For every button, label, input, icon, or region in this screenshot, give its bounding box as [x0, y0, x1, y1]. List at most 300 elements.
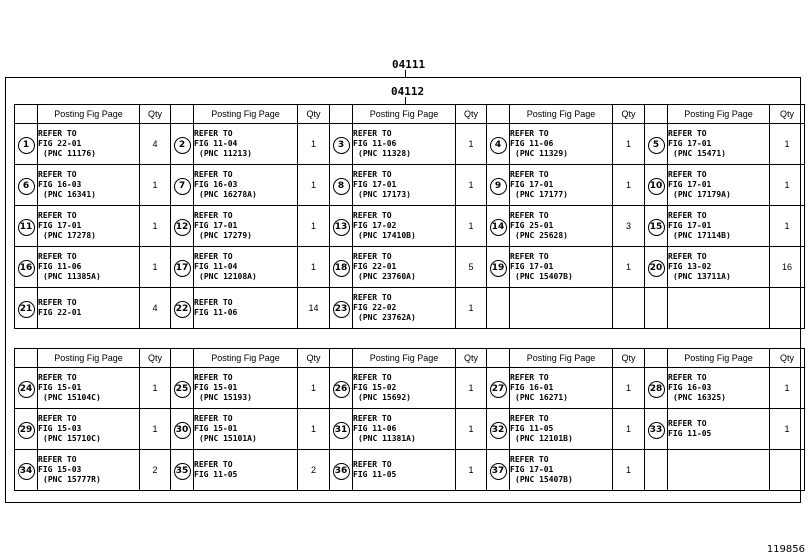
reference-cell [510, 247, 613, 288]
reference-line: FIG 11-06 [353, 424, 397, 433]
reference-cell [38, 206, 140, 247]
reference-line: FIG 11-05 [353, 470, 397, 479]
reference-cell [353, 409, 456, 450]
reference-line: (PNC 11176) [43, 149, 96, 158]
quantity-value: 1 [152, 383, 158, 393]
reference-cell [38, 165, 140, 206]
header-qty: Qty [298, 105, 330, 124]
reference-cell [353, 124, 456, 165]
top-callout-label: 04111 [392, 58, 426, 71]
item-number-badge: 12 [174, 219, 191, 236]
item-number-cell [645, 206, 668, 247]
reference-cell [353, 206, 456, 247]
reference-line: REFER TO [38, 373, 77, 382]
qty-cell [613, 409, 645, 450]
header-blank-cell [645, 349, 668, 368]
reference-cell [353, 288, 456, 329]
header-blank-cell [171, 105, 194, 124]
quantity-value: 1 [784, 180, 790, 190]
header-qty: Qty [456, 349, 487, 368]
reference-line: REFER TO [194, 211, 233, 220]
quantity-value: 1 [468, 139, 474, 149]
reference-line: (PNC 17179A) [673, 190, 731, 199]
item-number-badge: 11 [18, 219, 35, 236]
reference-line: (PNC 15104C) [43, 393, 101, 402]
reference-line: (PNC 17173) [358, 190, 411, 199]
reference-cell [668, 288, 770, 329]
quantity-value: 1 [152, 180, 158, 190]
item-number-badge: 26 [333, 381, 350, 398]
reference-line: FIG 15-03 [38, 424, 82, 433]
reference-line: (PNC 23760A) [358, 272, 416, 281]
reference-line: REFER TO [668, 211, 707, 220]
reference-cell [38, 450, 140, 491]
reference-line: (PNC 11213) [199, 149, 252, 158]
header-blank-cell [645, 105, 668, 124]
reference-line: FIG 17-01 [38, 221, 82, 230]
reference-line: REFER TO [510, 129, 549, 138]
item-number-badge: 31 [333, 422, 350, 439]
reference-line: (PNC 17279) [199, 231, 252, 240]
reference-line: REFER TO [668, 129, 707, 138]
reference-cell [510, 206, 613, 247]
item-number-cell [15, 247, 38, 288]
item-number-cell [487, 288, 510, 329]
quantity-value: 5 [468, 262, 474, 272]
reference-line: (PNC 15692) [358, 393, 411, 402]
header-blank-cell [330, 105, 353, 124]
qty-cell [770, 247, 805, 288]
reference-cell [668, 206, 770, 247]
quantity-value: 1 [468, 383, 474, 393]
qty-cell [140, 247, 171, 288]
reference-line: REFER TO [353, 129, 392, 138]
header-qty: Qty [613, 349, 645, 368]
qty-cell [770, 206, 805, 247]
reference-cell [194, 124, 298, 165]
reference-cell [38, 288, 140, 329]
header-posting-fig-page: Posting Fig Page [510, 105, 613, 124]
group-callout-leader [405, 97, 406, 104]
reference-line: REFER TO [38, 414, 77, 423]
quantity-value: 1 [625, 139, 631, 149]
reference-cell [194, 247, 298, 288]
reference-line: FIG 17-01 [668, 139, 712, 148]
item-number-cell [15, 206, 38, 247]
qty-cell [770, 165, 805, 206]
table-row [15, 409, 805, 450]
item-number-badge: 23 [333, 301, 350, 318]
qty-cell [140, 368, 171, 409]
header-qty: Qty [140, 349, 171, 368]
qty-cell [613, 206, 645, 247]
item-number-badge: 16 [18, 260, 35, 277]
qty-cell [613, 288, 645, 329]
reference-line: REFER TO [510, 414, 549, 423]
reference-line: FIG 22-02 [353, 303, 397, 312]
quantity-value: 1 [625, 262, 631, 272]
reference-line: (PNC 17278) [43, 231, 96, 240]
reference-line: FIG 17-01 [668, 221, 712, 230]
item-number-cell [487, 165, 510, 206]
reference-line: (PNC 12108A) [199, 272, 257, 281]
reference-cell [353, 450, 456, 491]
item-number-cell [171, 288, 194, 329]
quantity-value: 14 [308, 303, 319, 313]
reference-cell [194, 450, 298, 491]
reference-line: FIG 22-01 [38, 139, 82, 148]
reference-line: (PNC 16325) [673, 393, 726, 402]
item-number-cell [645, 288, 668, 329]
reference-cell [38, 247, 140, 288]
reference-line: (PNC 15407B) [515, 272, 573, 281]
item-number-badge: 19 [490, 260, 507, 277]
table-row [15, 165, 805, 206]
quantity-value: 16 [781, 262, 792, 272]
item-number-cell [645, 165, 668, 206]
item-number-cell [330, 450, 353, 491]
top-callout-leader [405, 70, 406, 77]
quantity-value: 3 [625, 221, 631, 231]
reference-cell [194, 288, 298, 329]
reference-cell [194, 409, 298, 450]
reference-line: FIG 17-01 [510, 180, 554, 189]
qty-cell [770, 288, 805, 329]
quantity-value: 4 [152, 303, 158, 313]
reference-line: (PNC 15193) [199, 393, 252, 402]
qty-cell [140, 288, 171, 329]
reference-line: FIG 11-04 [194, 139, 238, 148]
reference-line: (PNC 15101A) [199, 434, 257, 443]
table-row [15, 247, 805, 288]
quantity-value: 1 [784, 221, 790, 231]
reference-cell [194, 206, 298, 247]
reference-line: (PNC 23762A) [358, 313, 416, 322]
reference-line: FIG 11-05 [668, 429, 712, 438]
qty-cell [770, 124, 805, 165]
item-number-cell [330, 124, 353, 165]
reference-line: REFER TO [38, 252, 77, 261]
header-blank-cell [15, 105, 38, 124]
quantity-value: 1 [468, 303, 474, 313]
item-number-cell [487, 206, 510, 247]
item-number-cell [645, 247, 668, 288]
qty-cell [613, 124, 645, 165]
qty-cell [613, 368, 645, 409]
header-posting-fig-page: Posting Fig Page [510, 349, 613, 368]
group-callout-label: 04112 [391, 85, 425, 98]
reference-line: FIG 17-01 [510, 262, 554, 271]
quantity-value: 2 [310, 465, 316, 475]
item-number-badge: 13 [333, 219, 350, 236]
reference-line: (PNC 17177) [515, 190, 568, 199]
quantity-value: 1 [625, 424, 631, 434]
quantity-value: 1 [784, 383, 790, 393]
reference-line: REFER TO [38, 129, 77, 138]
quantity-value: 1 [310, 180, 316, 190]
item-number-cell [15, 450, 38, 491]
reference-line: REFER TO [194, 170, 233, 179]
header-blank-cell [487, 349, 510, 368]
reference-line: REFER TO [510, 455, 549, 464]
item-number-badge: 18 [333, 260, 350, 277]
item-number-cell [15, 409, 38, 450]
reference-line: FIG 11-04 [194, 262, 238, 271]
header-qty: Qty [298, 349, 330, 368]
table-row [15, 124, 805, 165]
qty-cell [456, 450, 487, 491]
reference-line: FIG 11-06 [38, 262, 82, 271]
item-number-badge: 10 [648, 178, 665, 195]
reference-line: (PNC 16341) [43, 190, 96, 199]
reference-line: REFER TO [194, 373, 233, 382]
reference-cell [38, 368, 140, 409]
reference-line: FIG 17-01 [194, 221, 238, 230]
item-number-cell [645, 368, 668, 409]
item-number-badge: 17 [174, 260, 191, 277]
reference-cell [510, 288, 613, 329]
item-number-cell [487, 247, 510, 288]
item-number-badge: 6 [18, 178, 35, 195]
header-posting-fig-page: Posting Fig Page [38, 105, 140, 124]
item-number-cell [171, 206, 194, 247]
item-number-badge: 24 [18, 381, 35, 398]
reference-cell [510, 368, 613, 409]
parts-table-1 [14, 104, 805, 329]
item-number-badge: 1 [18, 137, 35, 154]
item-number-cell [15, 368, 38, 409]
reference-line: REFER TO [668, 373, 707, 382]
reference-line: REFER TO [38, 170, 77, 179]
quantity-value: 1 [468, 424, 474, 434]
reference-line: FIG 17-01 [510, 465, 554, 474]
quantity-value: 1 [784, 139, 790, 149]
item-number-badge: 3 [333, 137, 350, 154]
reference-line: FIG 22-01 [353, 262, 397, 271]
qty-cell [613, 165, 645, 206]
reference-line: REFER TO [668, 419, 707, 428]
reference-line: REFER TO [194, 252, 233, 261]
reference-cell [668, 409, 770, 450]
reference-line: (PNC 11385A) [43, 272, 101, 281]
reference-line: REFER TO [510, 211, 549, 220]
qty-cell [298, 124, 330, 165]
reference-line: REFER TO [194, 298, 233, 307]
reference-line: FIG 16-01 [510, 383, 554, 392]
item-number-badge: 27 [490, 381, 507, 398]
parts-table-2 [14, 348, 805, 491]
reference-line: FIG 11-05 [194, 470, 238, 479]
item-number-badge: 29 [18, 422, 35, 439]
qty-cell [298, 247, 330, 288]
reference-line: FIG 15-03 [38, 465, 82, 474]
reference-cell [38, 409, 140, 450]
item-number-badge: 37 [490, 463, 507, 480]
quantity-value: 1 [310, 262, 316, 272]
reference-cell [510, 409, 613, 450]
qty-cell [456, 165, 487, 206]
quantity-value: 4 [152, 139, 158, 149]
item-number-badge: 5 [648, 137, 665, 154]
header-qty: Qty [456, 105, 487, 124]
qty-cell [613, 247, 645, 288]
qty-cell [456, 288, 487, 329]
qty-cell [456, 206, 487, 247]
qty-cell [456, 409, 487, 450]
header-row [15, 105, 805, 124]
qty-cell [298, 409, 330, 450]
quantity-value: 1 [152, 221, 158, 231]
item-number-badge: 22 [174, 301, 191, 318]
quantity-value: 1 [310, 221, 316, 231]
reference-line: REFER TO [510, 170, 549, 179]
item-number-badge: 9 [490, 178, 507, 195]
table-row [15, 450, 805, 491]
reference-line: REFER TO [510, 252, 549, 261]
reference-cell [194, 165, 298, 206]
reference-cell [668, 165, 770, 206]
reference-line: REFER TO [353, 414, 392, 423]
reference-cell [668, 247, 770, 288]
reference-line: REFER TO [353, 373, 392, 382]
reference-line: (PNC 13711A) [673, 272, 731, 281]
reference-line: (PNC 17114B) [673, 231, 731, 240]
reference-line: REFER TO [353, 252, 392, 261]
qty-cell [613, 450, 645, 491]
header-row [15, 349, 805, 368]
reference-line: FIG 11-05 [510, 424, 554, 433]
reference-line: FIG 15-01 [194, 383, 238, 392]
quantity-value: 1 [625, 465, 631, 475]
quantity-value: 1 [784, 424, 790, 434]
header-blank-cell [487, 105, 510, 124]
reference-line: FIG 16-03 [194, 180, 238, 189]
item-number-cell [330, 288, 353, 329]
item-number-cell [330, 165, 353, 206]
item-number-cell [171, 409, 194, 450]
item-number-cell [330, 247, 353, 288]
qty-cell [456, 247, 487, 288]
item-number-badge: 34 [18, 463, 35, 480]
qty-cell [770, 450, 805, 491]
qty-cell [140, 409, 171, 450]
reference-line: FIG 22-01 [38, 308, 82, 317]
reference-line: (PNC 11329) [515, 149, 568, 158]
header-posting-fig-page: Posting Fig Page [194, 349, 298, 368]
header-qty: Qty [770, 349, 805, 368]
reference-line: FIG 15-01 [38, 383, 82, 392]
reference-cell [668, 368, 770, 409]
item-number-cell [645, 450, 668, 491]
qty-cell [140, 165, 171, 206]
qty-cell [298, 450, 330, 491]
reference-line: (PNC 12101B) [515, 434, 573, 443]
reference-line: (PNC 15407B) [515, 475, 573, 484]
item-number-badge: 30 [174, 422, 191, 439]
qty-cell [770, 368, 805, 409]
item-number-cell [15, 288, 38, 329]
reference-line: (PNC 15471) [673, 149, 726, 158]
reference-line: REFER TO [668, 252, 707, 261]
reference-line: REFER TO [668, 170, 707, 179]
header-blank-cell [330, 349, 353, 368]
item-number-badge: 35 [174, 463, 191, 480]
figure-code: 119856 [766, 544, 805, 555]
reference-line: REFER TO [38, 211, 77, 220]
quantity-value: 2 [152, 465, 158, 475]
qty-cell [140, 450, 171, 491]
reference-line: REFER TO [353, 293, 392, 302]
qty-cell [298, 165, 330, 206]
reference-line: (PNC 15777R) [43, 475, 101, 484]
qty-cell [298, 368, 330, 409]
item-number-badge: 8 [333, 178, 350, 195]
reference-line: FIG 13-02 [668, 262, 712, 271]
header-posting-fig-page: Posting Fig Page [38, 349, 140, 368]
reference-cell [353, 247, 456, 288]
qty-cell [456, 368, 487, 409]
reference-line: REFER TO [38, 298, 77, 307]
reference-line: FIG 17-01 [668, 180, 712, 189]
quantity-value: 1 [468, 180, 474, 190]
qty-cell [456, 124, 487, 165]
item-number-cell [15, 165, 38, 206]
reference-cell [510, 124, 613, 165]
reference-line: (PNC 15710C) [43, 434, 101, 443]
item-number-badge: 2 [174, 137, 191, 154]
item-number-cell [487, 409, 510, 450]
quantity-value: 1 [625, 383, 631, 393]
item-number-cell [171, 165, 194, 206]
table-row [15, 368, 805, 409]
reference-line: REFER TO [194, 460, 233, 469]
header-posting-fig-page: Posting Fig Page [353, 105, 456, 124]
header-posting-fig-page: Posting Fig Page [668, 105, 770, 124]
item-number-badge: 33 [648, 422, 665, 439]
reference-line: FIG 16-03 [38, 180, 82, 189]
item-number-cell [171, 124, 194, 165]
item-number-badge: 21 [18, 301, 35, 318]
item-number-badge: 28 [648, 381, 665, 398]
item-number-badge: 14 [490, 219, 507, 236]
reference-line: FIG 17-01 [353, 180, 397, 189]
reference-cell [510, 165, 613, 206]
item-number-badge: 25 [174, 381, 191, 398]
header-qty: Qty [140, 105, 171, 124]
quantity-value: 1 [468, 221, 474, 231]
item-number-cell [171, 368, 194, 409]
reference-line: REFER TO [194, 414, 233, 423]
item-number-badge: 36 [333, 463, 350, 480]
quantity-value: 1 [310, 383, 316, 393]
reference-cell [194, 368, 298, 409]
reference-line: (PNC 11328) [358, 149, 411, 158]
item-number-cell [487, 368, 510, 409]
item-number-cell [330, 368, 353, 409]
item-number-cell [487, 124, 510, 165]
item-number-cell [171, 247, 194, 288]
quantity-value: 1 [625, 180, 631, 190]
header-posting-fig-page: Posting Fig Page [353, 349, 456, 368]
qty-cell [298, 288, 330, 329]
quantity-value: 1 [310, 424, 316, 434]
item-number-cell [330, 409, 353, 450]
item-number-badge: 4 [490, 137, 507, 154]
reference-cell [668, 450, 770, 491]
item-number-badge: 20 [648, 260, 665, 277]
quantity-value: 1 [152, 424, 158, 434]
reference-line: (PNC 17410B) [358, 231, 416, 240]
